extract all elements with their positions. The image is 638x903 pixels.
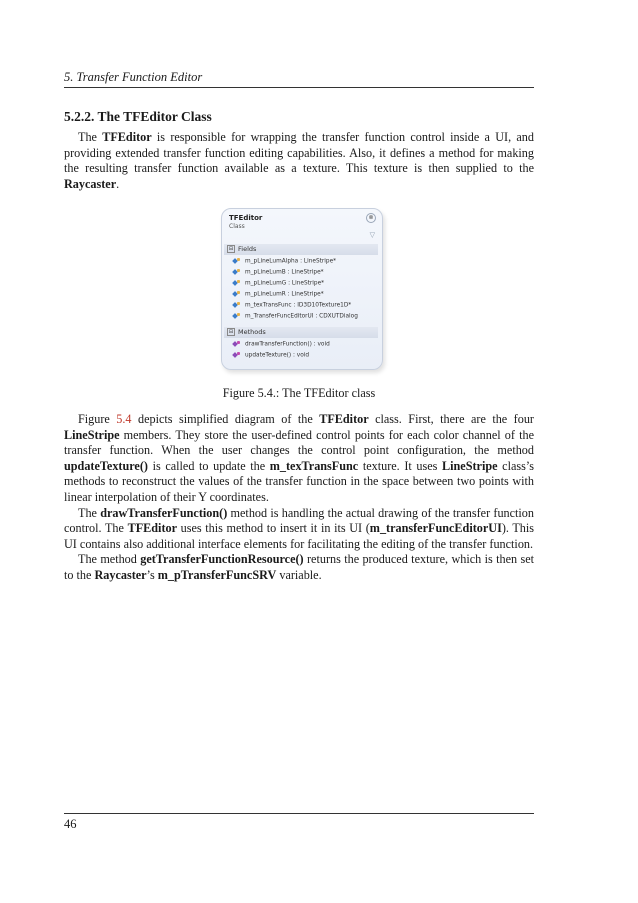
term-tfeditor: TFEditor	[102, 130, 152, 144]
field-icon	[233, 302, 241, 308]
field-item: m_pLineLumG : LineStripe*	[233, 280, 324, 287]
field-item: m_pLineLumB : LineStripe*	[233, 269, 324, 276]
footer-rule	[64, 813, 534, 814]
section-title: 5.2.2. The TFEditor Class	[64, 109, 212, 124]
field-item: m_TransferFuncEditorUI : CDXUTDialog	[233, 313, 358, 320]
method-icon	[233, 341, 241, 347]
running-head: 5. Transfer Function Editor	[64, 70, 203, 84]
method-item: updateTexture() : void	[233, 352, 309, 359]
field-icon	[233, 280, 241, 286]
method-item: drawTransferFunction() : void	[233, 341, 330, 348]
page-number: 46	[64, 817, 77, 831]
collapse-icon: ⊗	[366, 213, 376, 223]
diagram-class-kind: Class	[229, 223, 245, 230]
diagram-class-name: TFEditor	[229, 214, 263, 222]
field-icon	[233, 269, 241, 275]
class-diagram	[221, 208, 383, 370]
collapse-toggle-icon: ⊟	[228, 329, 234, 335]
header-rule	[64, 87, 534, 88]
field-item: m_pLineLumR : LineStripe*	[233, 291, 324, 298]
figure-reference-link[interactable]: 5.4	[116, 412, 132, 426]
funnel-icon: ▽	[369, 231, 375, 239]
collapse-toggle-icon: ⊟	[228, 246, 234, 252]
field-item: m_pLineLumAlpha : LineStripe*	[233, 258, 336, 265]
figure-caption: Figure 5.4.: The TFEditor class	[222, 386, 376, 400]
term-raycaster: Raycaster	[64, 176, 117, 191]
paragraph-body: Figure 5.4 depicts simplified diagram of the TFEditor class. First, there are the four LineStripe members. They store the user-defined control points for each color channel of the transfer function. When the user changes the control point configuration, the method updateTexture() is called to update the m_texTransFunc texture. It uses LineStripe class’s methods to reconstruct the values of the transfer function in the space between two points with linear interpolation of their Y coordinates. The drawTransferFunction() method is handling the actual drawing of the transfer function control. The TFEditor uses this method to insert it in its UI (m_transferFuncEditorUI). This UI contains also additional interface elements for facilitating the editing of the transfer function. The method getTransferFunctionResource() returns the produced texture, which is then set to the Raycaster’s m_pTransferFuncSRV variable.	[64, 412, 535, 582]
field-icon	[233, 313, 241, 319]
methods-group-header: ⊟ Methods	[224, 327, 378, 338]
field-item: m_texTransFunc : ID3D10Texture1D*	[233, 302, 351, 309]
field-icon	[233, 291, 241, 297]
field-icon	[233, 258, 241, 264]
fields-group-header: ⊟ Fields	[224, 244, 378, 255]
paragraph-intro: The TFEditor is responsible for wrapping the transfer function control inside a UI, and providing extended transfer function editing capabilities. Also, it defines a method for making the resulting transfer function available as a texture. This texture is then supplied to the Raycaster.	[64, 130, 534, 191]
method-icon	[233, 352, 241, 358]
